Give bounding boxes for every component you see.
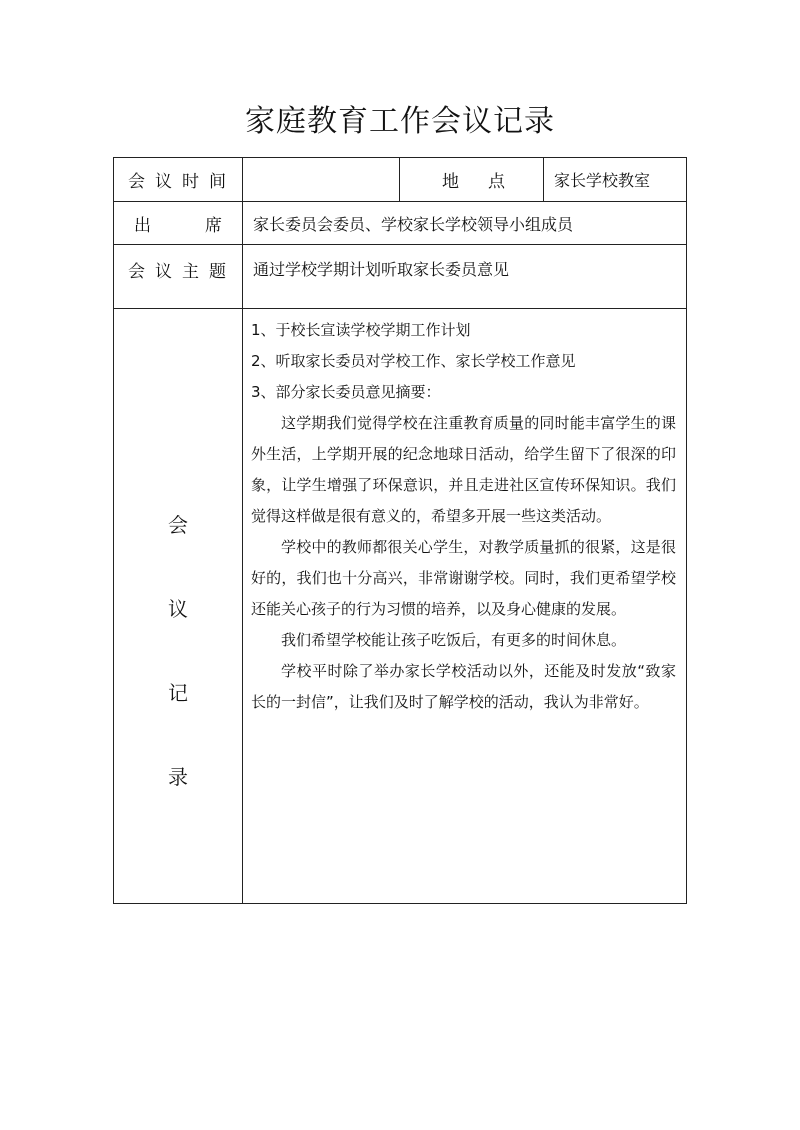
minutes-paragraph: 我们希望学校能让孩子吃饭后，有更多的时间休息。: [281, 631, 627, 649]
row-topic: [114, 245, 687, 309]
minutes-item: 3、部分家长委员意见摘要：: [251, 383, 441, 401]
topic-label: 会议主题: [114, 245, 243, 309]
minutes-item: 2、听取家长委员对学校工作、家长学校工作意见: [251, 352, 576, 370]
minutes-item: 1、于校长宣读学校学期工作计划: [251, 321, 471, 339]
minutes-paragraph: 这学期我们觉得学校在注重教育质量的同时能丰富学生的课外生活，上学期开展的纪念地球日活动，给学生留下了很深的印象，让学生增强了环保意识，并且走进社区宣传环保知识。我们觉得这样做是很有意义的，希望多开展一些这类活动。: [251, 414, 676, 525]
page-title: 家庭教育工作会议记录: [245, 104, 555, 139]
row-attendees: [114, 202, 687, 245]
minutes-label-char: 议: [168, 597, 188, 621]
meeting-record-table: [113, 157, 687, 904]
time-value: [243, 158, 400, 202]
minutes-label: [114, 309, 243, 904]
minutes-paragraph: 学校平时除了举办家长学校活动以外，还能及时发放“致家长的一封信”，让我们及时了解学校的活动，我认为非常好。: [251, 662, 676, 711]
place-label: 地点: [400, 158, 544, 202]
row-time-place: [114, 158, 687, 202]
minutes-label-char: 会: [168, 513, 188, 537]
minutes-label-char: 记: [168, 681, 188, 705]
place-value: 家长学校教室: [544, 158, 687, 202]
minutes-content: [243, 309, 687, 904]
attendees-value: 家长委员会委员、学校家长学校领导小组成员: [243, 202, 687, 245]
row-minutes: [114, 309, 687, 904]
topic-value: 通过学校学期计划听取家长委员意见: [243, 245, 687, 309]
time-label: 会议时间: [114, 158, 243, 202]
minutes-paragraph: 学校中的教师都很关心学生，对教学质量抓的很紧，这是很好的，我们也十分高兴，非常谢谢学校。同时，我们更希望学校还能关心孩子的行为习惯的培养，以及身心健康的发展。: [251, 538, 676, 618]
minutes-label-char: 录: [168, 765, 188, 789]
attendees-label: 出席: [114, 202, 243, 245]
